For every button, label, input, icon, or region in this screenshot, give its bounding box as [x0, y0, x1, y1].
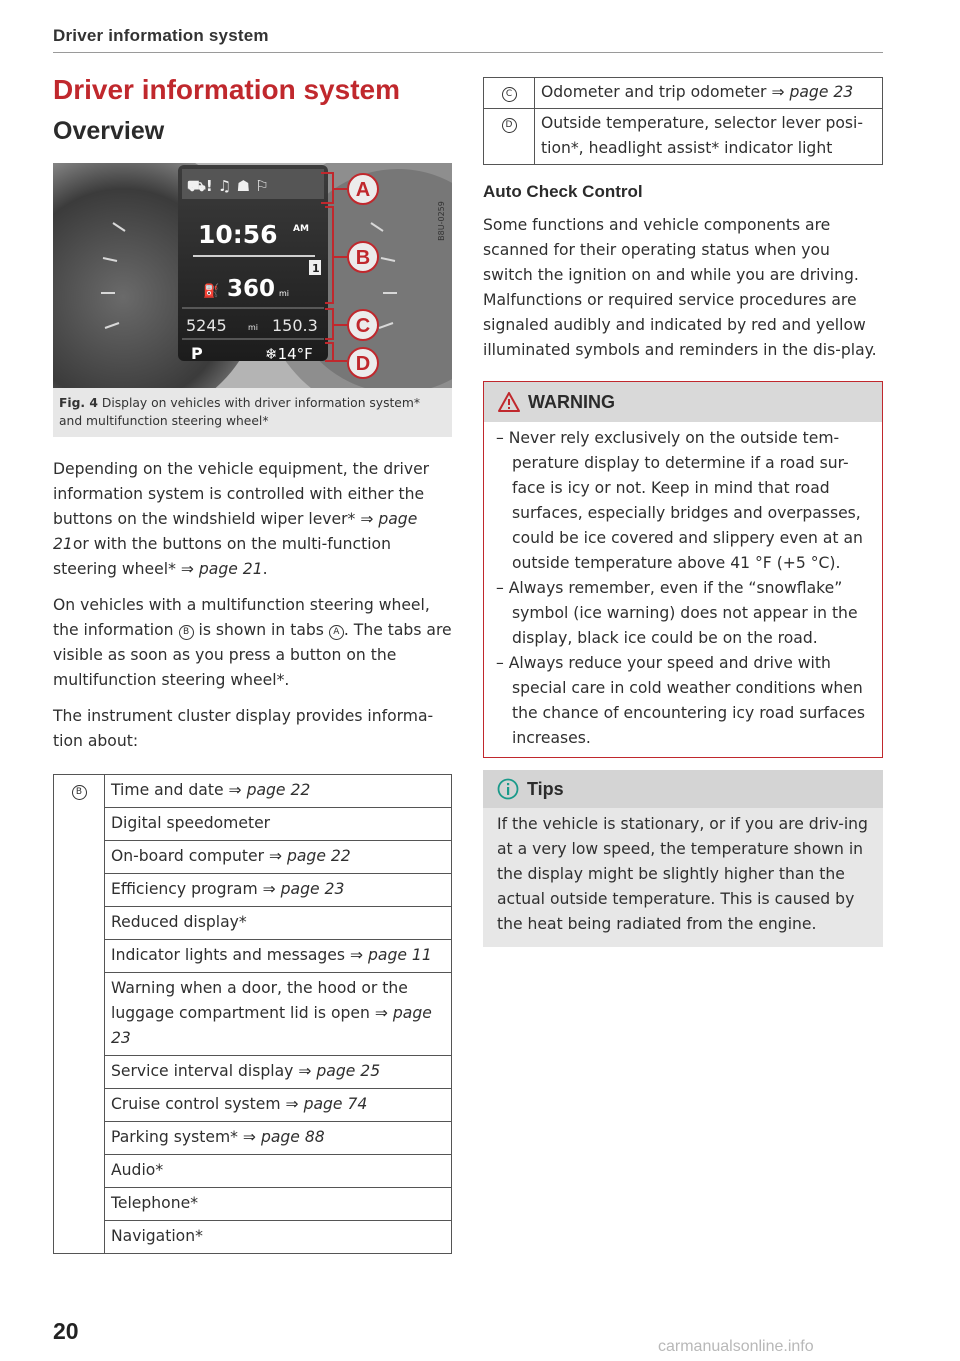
key-b-symbol: B: [72, 785, 87, 800]
svg-text:B: B: [355, 247, 371, 269]
table-row: [54, 1188, 452, 1221]
warning-title: WARNING: [528, 391, 615, 412]
page-reference-link[interactable]: ⇒ page 22: [268, 847, 351, 865]
table-cell: [105, 940, 452, 973]
page-reference-link[interactable]: ⇒ page 23: [771, 83, 854, 101]
row-text: Navigation*: [111, 1227, 203, 1245]
watermark: carmanualsonline.info: [658, 1338, 814, 1355]
table-row: [54, 1155, 452, 1188]
table-cell: [535, 109, 883, 165]
header-rule: [53, 52, 883, 53]
row-text: Parking system*: [111, 1128, 238, 1146]
table-cell: [105, 1221, 452, 1254]
display-odometer: 5245: [186, 316, 227, 335]
running-header: Driver information system: [53, 26, 269, 45]
callout-a: [348, 174, 378, 204]
table-row: [54, 1221, 452, 1254]
callout-c: [348, 310, 378, 340]
p2-text-c: . The tabs are visible as soon as you press a button on the multifunction steering wheel*.: [53, 621, 452, 689]
tips-title: Tips: [527, 778, 564, 799]
warning-item: – Always remember, even if the “snowflake” symbol (ice warning) does not appear in the display, black ice could be on the road.: [496, 579, 858, 647]
table-key-cell: [54, 775, 105, 1254]
row-text: Odometer and trip odometer: [541, 83, 767, 101]
table-cell: [105, 1089, 452, 1122]
warning-header: [484, 382, 882, 422]
table-row: [54, 940, 452, 973]
row-text: Service interval display: [111, 1062, 294, 1080]
table-cell: [105, 907, 452, 940]
display-trip: 150.3: [272, 316, 318, 335]
paragraph-cluster-info: The instrument cluster display provides informa-tion about:: [53, 707, 434, 750]
warning-box: [483, 381, 883, 758]
p1-text-b: or with the buttons on the multi-function steering wheel*: [53, 535, 391, 578]
caption-text: Display on vehicles with driver information system* and multifunction steering wheel*: [59, 396, 420, 428]
p1-end: .: [262, 560, 268, 578]
tips-text: If the vehicle is stationary, or if you are driv-ing at a very low speed, the temperature shown in the display might be slightly higher than the actual outside temperature. This is caused by the heat being radiated from the engine.: [497, 815, 868, 933]
page-reference-link[interactable]: ⇒ page 22: [228, 781, 311, 799]
table-cell: [105, 808, 452, 841]
left-column: [53, 74, 452, 1254]
display-odometer-unit: mi: [248, 323, 259, 332]
page-reference-link[interactable]: ⇒ page 11: [349, 946, 432, 964]
subsection-title: Overview: [53, 117, 165, 145]
table-cell: [105, 841, 452, 874]
instrument-cluster-illustration: [53, 163, 452, 388]
row-text: Indicator lights and messages: [111, 946, 346, 964]
info-table-b: [53, 774, 452, 1254]
display-temperature: ❄14°F: [265, 345, 313, 363]
table-row: [484, 109, 883, 165]
table-key-cell: [484, 78, 535, 109]
display-gear: P: [191, 344, 203, 363]
svg-text:D: D: [355, 353, 371, 375]
svg-text:⛽: ⛽: [203, 284, 220, 299]
row-text: Reduced display*: [111, 913, 247, 931]
display-tab-marker: 1: [312, 262, 320, 275]
table-cell: [105, 775, 452, 808]
info-icon: [497, 778, 519, 800]
paragraph-controls: [53, 457, 452, 582]
row-text: Audio*: [111, 1161, 164, 1179]
table-row: [54, 841, 452, 874]
table-row: [54, 973, 452, 1056]
right-column: [483, 77, 883, 947]
p1-ref-page-21-b[interactable]: ⇒ page 21: [180, 560, 263, 578]
warning-item: – Always reduce your speed and drive with special care in cold weather conditions when the chance of encountering icy road surfaces increases.: [496, 654, 865, 747]
table-row: [484, 78, 883, 109]
auto-check-text: Some functions and vehicle components are scanned for their operating status when you switch the ignition on and while you are driving. Malfunctions or required service procedures are signaled audibly and indicated by red and yellow illuminated symbols and reminders in the dis-play.: [483, 216, 877, 359]
display-ampm: AM: [293, 224, 309, 234]
table-row: [54, 874, 452, 907]
figure-caption: [53, 388, 452, 437]
svg-text:⛟! ♫ ☗ ⚐: ⛟! ♫ ☗ ⚐: [187, 177, 269, 195]
row-text: Time and date: [111, 781, 224, 799]
page-reference-link[interactable]: ⇒ page 23: [111, 1004, 432, 1047]
page-reference-link[interactable]: ⇒ page 74: [285, 1095, 368, 1113]
warning-triangle-icon: [498, 392, 520, 412]
auto-check-title: Auto Check Control: [483, 182, 643, 201]
table-cell: [105, 874, 452, 907]
table-cell: [105, 1056, 452, 1089]
row-text: Telephone*: [111, 1194, 198, 1212]
row-text: On-board computer: [111, 847, 264, 865]
svg-text:A: A: [355, 179, 371, 201]
row-text: Cruise control system: [111, 1095, 281, 1113]
p2-text-a: On vehicles with a multifunction steering wheel, the information: [53, 596, 430, 639]
table-row: [54, 1056, 452, 1089]
tips-header: [483, 770, 883, 808]
table-cell: [105, 973, 452, 1056]
key-c-symbol: C: [502, 87, 517, 102]
caption-label: Fig. 4: [59, 396, 98, 410]
table-cell: [105, 1188, 452, 1221]
paragraph-tabs: [53, 593, 452, 693]
section-title: Driver information system: [53, 74, 400, 105]
table-cell: [105, 1122, 452, 1155]
table-key-cell: [484, 109, 535, 165]
p1-text-a: Depending on the vehicle equipment, the driver information system is controlled with either the buttons on the windshield wiper lever*: [53, 460, 430, 528]
table-row: [54, 907, 452, 940]
row-text: Outside temperature, selector lever posi-tion*, headlight assist* indicator light: [541, 114, 863, 157]
page-reference-link[interactable]: ⇒ page 25: [298, 1062, 381, 1080]
svg-text:C: C: [355, 315, 371, 337]
page-reference-link[interactable]: ⇒ page 88: [242, 1128, 325, 1146]
p1-ref-page-21-a[interactable]: ⇒ page 21: [53, 510, 418, 553]
table-row: [54, 775, 452, 808]
table-row: [54, 808, 452, 841]
figure-image-code: B8U-0259: [437, 201, 446, 241]
table-row: [54, 1089, 452, 1122]
tips-box: [483, 770, 883, 947]
key-b-symbol: B: [179, 625, 194, 640]
display-range-unit: mi: [279, 289, 290, 298]
warning-list: [484, 422, 882, 757]
page-number: 20: [53, 1318, 79, 1344]
table-row: [54, 1122, 452, 1155]
display-range: 360: [227, 276, 276, 302]
row-text: Warning when a door, the hood or the luggage compartment lid is open: [111, 979, 408, 1022]
info-table-cd: [483, 77, 883, 165]
callout-b: [348, 242, 378, 272]
callout-d: [348, 348, 378, 378]
row-text: Efficiency program: [111, 880, 258, 898]
key-d-symbol: D: [502, 118, 517, 133]
page-reference-link[interactable]: ⇒ page 23: [262, 880, 345, 898]
table-cell: [535, 78, 883, 109]
figure-4: [53, 163, 452, 437]
warning-item: – Never rely exclusively on the outside tem-perature display to determine if a road sur-face is icy or not. Keep in mind that road surfaces, especially bridges and overpasses, could be ice covered and slippery even at an outside temperature above 41 °F (+5 °C).: [496, 429, 863, 572]
p2-text-b: is shown in tabs: [198, 621, 324, 639]
row-text: Digital speedometer: [111, 814, 271, 832]
table-cell: [105, 1155, 452, 1188]
display-clock: 10:56: [198, 220, 278, 249]
key-a-symbol: A: [329, 625, 344, 640]
